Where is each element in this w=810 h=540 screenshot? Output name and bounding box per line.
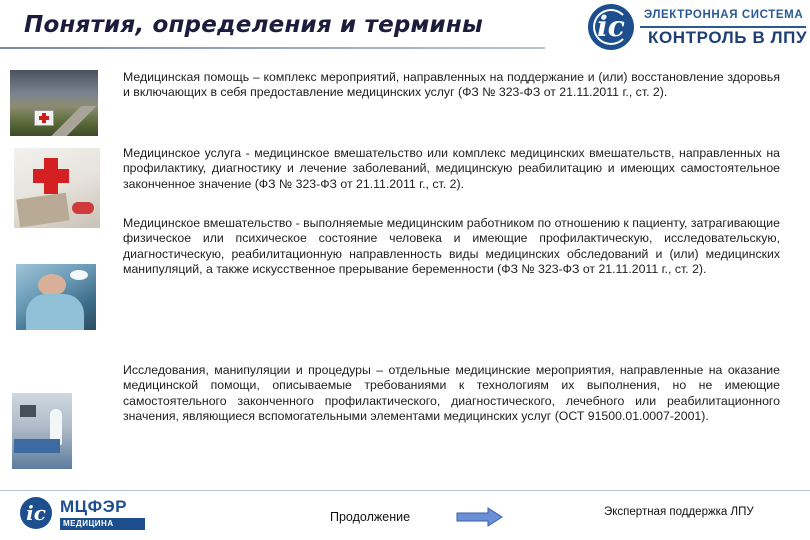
logo-kontrol-lpu: [588, 4, 808, 52]
logo-emblem-icon: ic: [588, 4, 634, 50]
medical-box: [16, 193, 69, 228]
photo-medical-cross-supplies: [14, 148, 100, 228]
logo-line-2: КОНТРОЛЬ В ЛПУ: [648, 28, 808, 47]
hospital-bed: [14, 439, 60, 453]
definition-medical-service: Медицинское услуга - медицинское вмешательство или комплекс медицинских вмешательств, направленных на профилактику, диагностику и лечение заболеваний, медицинскую реабилитацию и имеющих самостоятельное законченное значение (ФЗ № 323-ФЗ от 21.11.2011 г., ст. 2).: [123, 146, 780, 191]
photo-first-aid-kit-road: [10, 70, 98, 136]
red-cross-bar: [33, 169, 69, 183]
first-aid-kit-icon: [34, 110, 54, 126]
definition-medical-care: Медицинская помощь – комплекс мероприятий, направленных на поддержание и (или) восстановление здоровья и включающих в себя предоставление медицинских услуг (ФЗ № 323-ФЗ от 21.11.2011 г., ст. 2).: [123, 70, 780, 100]
surgeon-head: [38, 274, 66, 296]
photo-surgery: [16, 264, 96, 330]
monitor-shape: [20, 405, 36, 417]
title-underline: [0, 47, 545, 49]
road-shape: [50, 106, 98, 136]
logo-mcfer: [20, 497, 150, 533]
mcfer-emblem-icon: ic: [20, 497, 52, 529]
photo-hospital-ward: [12, 393, 72, 469]
definition-procedures: Исследования, манипуляции и процедуры – отдельные медицинские мероприятия, направленные на оказание медицинской помощи, описываемые требованиями к технологиям их выполнения, но не имеющие самостоятельного законченного профилактического, диагностического, лечебного или реабилитационного значения, являющиеся вспомогательными элементами медицинских услуг (ОСТ 91500.01.0007-2001).: [123, 363, 780, 423]
page-title: Понятия, определения и термины: [24, 12, 483, 38]
expert-support-text: Экспертная поддержка ЛПУ: [604, 506, 754, 518]
arrow-right-icon[interactable]: [456, 507, 504, 527]
mcfer-sub: МЕДИЦИНА: [60, 518, 145, 530]
surgical-lamp: [70, 270, 88, 280]
footer-divider: [0, 490, 810, 491]
continue-label[interactable]: Продолжение: [330, 510, 411, 524]
pill-icon: [72, 202, 94, 214]
mcfer-brand: МЦФЭР: [60, 497, 128, 516]
surgeon-gown: [26, 294, 84, 330]
logo-line-1: ЭЛЕКТРОННАЯ СИСТЕМА: [644, 9, 804, 21]
definition-medical-intervention: Медицинское вмешательство - выполняемые медицинским работником по отношению к пациенту, затрагивающие физическое или психическое состояние человека и имеющие профилактическую, исследовательскую, диагностическую, реабилитационную направленность виды медицинских обследований и (или) медицинских манипуляций, а также искусственное прерывание беременности (ФЗ № 323-ФЗ от 21.11.2011 г., ст. 2).: [123, 216, 780, 276]
